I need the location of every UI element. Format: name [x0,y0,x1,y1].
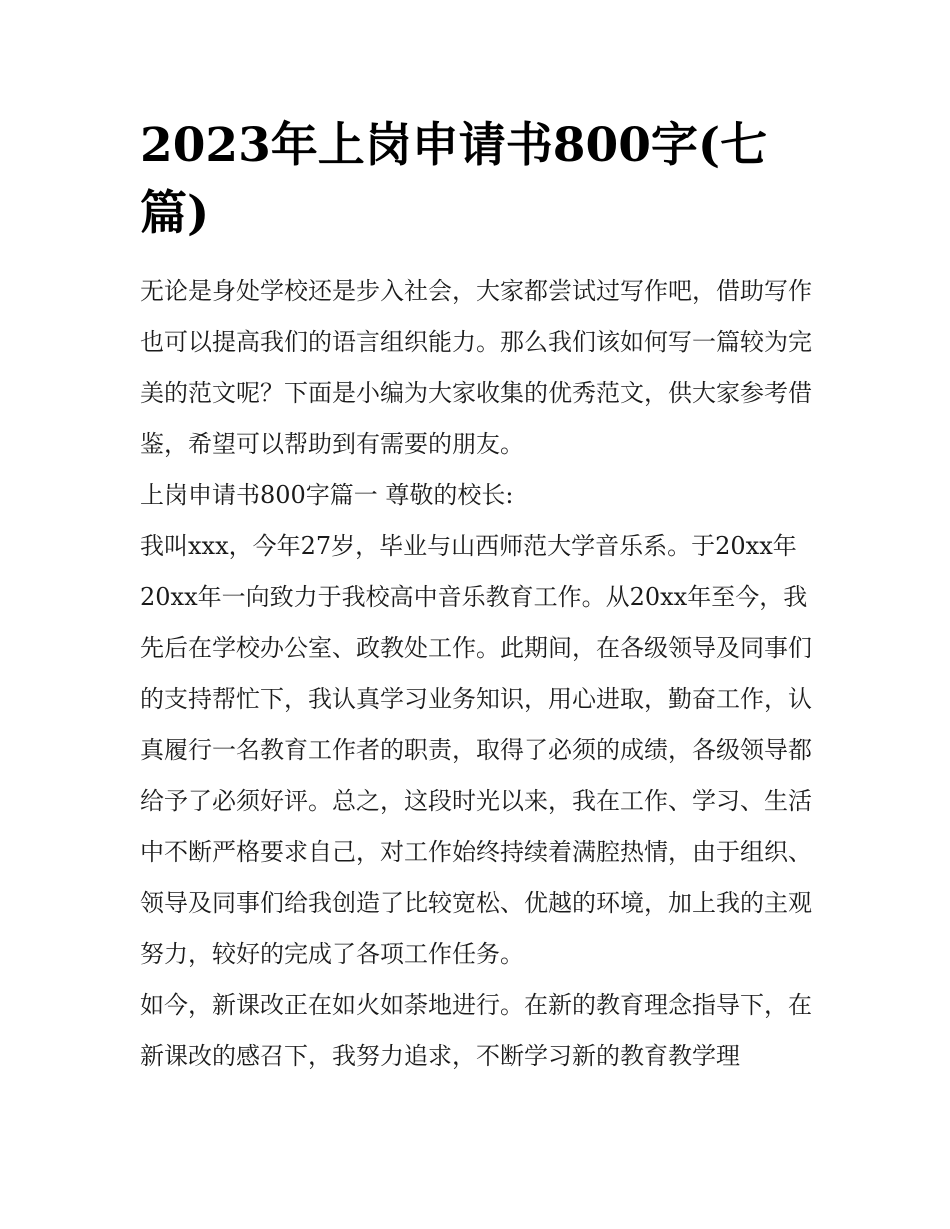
document-body [140,266,812,1082]
document-title: 2023年上岗申请书800字(七篇) [140,118,768,241]
body-paragraph: 我叫xxx，今年27岁，毕业与山西师范大学音乐系。于20xx年20xx年一向致力于我校高中音乐教育工作。从20xx年至今，我先后在学校办公室、政教处工作。此期间，在各级领导及同事们的支持帮忙下，我认真学习业务知识，用心进取，勤奋工作，认真履行一名教育工作者的职责，取得了必须的成绩，各级领导都给予了必须好评。总之，这段时光以来，我在工作、学习、生活中不断严格要求自己，对工作始终持续着满腔热情，由于组织、领导及同事们给我创造了比较宽松、优越的环境，加上我的主观努力，较好的完成了各项工作任务。 [140,532,812,968]
document-content [140,112,812,1082]
section-heading-paragraph: 上岗申请书800字篇一 尊敬的校长: [140,481,514,509]
intro-paragraph: 无论是身处学校还是步入社会，大家都尝试过写作吧，借助写作也可以提高我们的语言组织能力。那么我们该如何写一篇较为完美的范文呢？下面是小编为大家收集的优秀范文，供大家参考借鉴，希望可以帮助到有需要的朋友。 [140,277,812,458]
body-paragraph: 如今，新课改正在如火如荼地进行。在新的教育理念指导下，在新课改的感召下，我努力追求，不断学习新的教育教学理 [140,991,812,1070]
